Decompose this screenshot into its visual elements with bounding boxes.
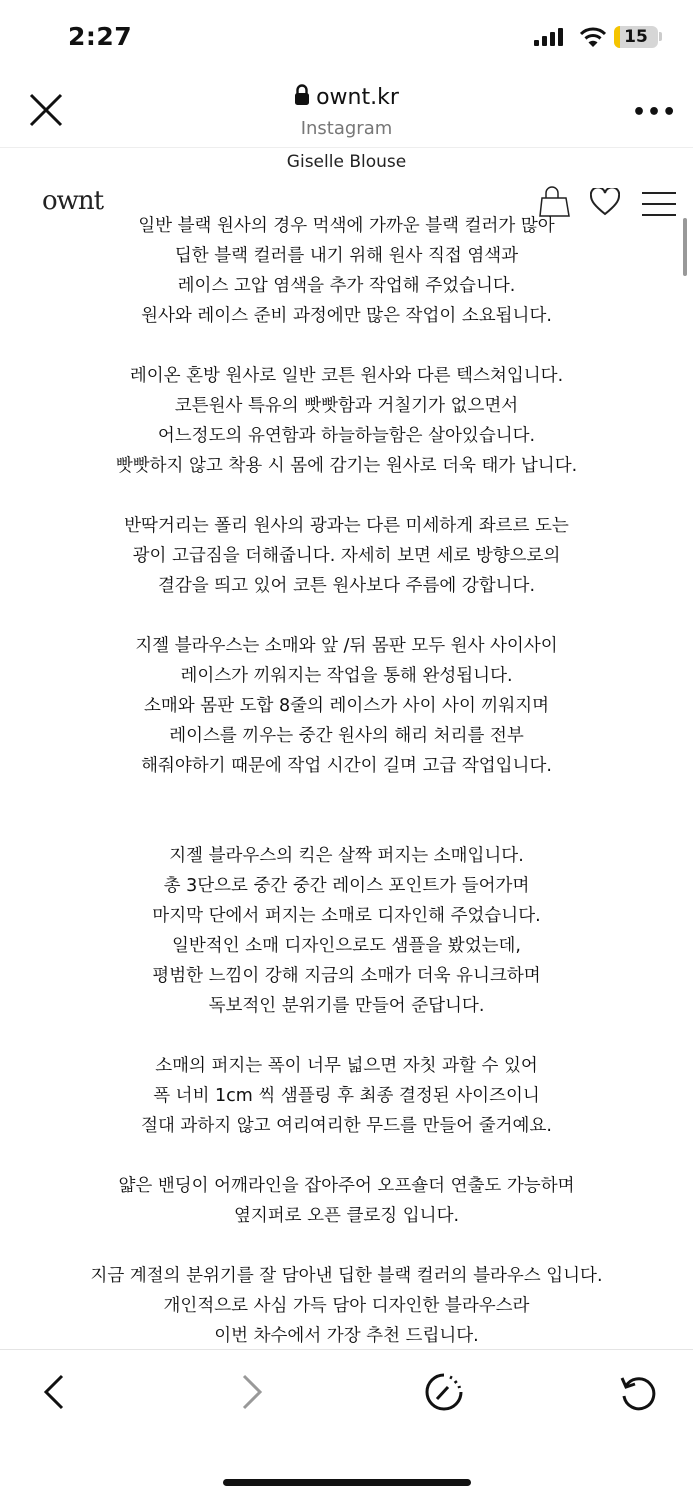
- battery-level: 15: [624, 27, 648, 47]
- text-line: 폭 너비 1cm 씩 샘플링 후 최종 결정된 사이즈이니: [153, 1086, 540, 1106]
- paragraph: [0, 1261, 693, 1349]
- text-line: 원사와 레이스 준비 과정에만 많은 작업이 소요됩니다.: [141, 306, 552, 326]
- text-line: 옆지퍼로 오픈 클로징 입니다.: [233, 1206, 460, 1226]
- text-line: 레이스를 끼우는 중간 원사의 해리 처리를 전부: [169, 726, 524, 746]
- text-line: 해줘야하기 때문에 작업 시간이 길며 고급 작업입니다.: [141, 756, 552, 776]
- text-line: 소매의 퍼지는 폭이 너무 넓으면 자칫 과할 수 있어: [155, 1056, 538, 1076]
- text-line: 독보적인 분위기를 만들어 준답니다.: [208, 996, 485, 1016]
- divider: [0, 147, 693, 148]
- text-line: 절대 과하지 않고 여리여리한 무드를 만들어 줄거예요.: [141, 1116, 552, 1136]
- text-line: 개인적으로 사심 가득 담아 디자인한 블라우스라: [163, 1296, 530, 1316]
- text-line: 일반 블랙 원사의 경우 먹색에 가까운 블랙 컬러가 많아: [138, 216, 555, 236]
- lock-icon: [294, 84, 310, 106]
- logo[interactable]: ownt: [42, 186, 104, 216]
- forward-icon[interactable]: [236, 1374, 266, 1410]
- text-line: 총 3단으로 중간 중간 레이스 포인트가 들어가며: [163, 876, 530, 896]
- url-domain: ownt.kr: [316, 85, 399, 110]
- text-line: 코튼원사 특유의 빳빳함과 거칠기가 없으면서: [174, 396, 519, 416]
- back-icon[interactable]: [40, 1374, 70, 1410]
- text-line: 이번 차수에서 가장 추천 드립니다.: [214, 1326, 479, 1346]
- paragraph: [0, 511, 693, 601]
- product-description: [0, 211, 693, 1349]
- text-line: 일반적인 소매 디자인으로도 샘플을 봤었는데,: [171, 936, 521, 956]
- text-line: 얇은 밴딩이 어깨라인을 잡아주어 오프숄더 연출도 가능하며: [118, 1176, 575, 1196]
- text-line: 광이 고급짐을 더해줍니다. 자세히 보면 세로 방향으로의: [132, 546, 561, 566]
- text-line: 딥한 블랙 컬러를 내기 위해 원사 직접 염색과: [174, 246, 519, 266]
- text-line: 결감을 띄고 있어 코튼 원사보다 주름에 강합니다.: [157, 576, 536, 596]
- battery-icon: [614, 26, 658, 48]
- text-line: 마지막 단에서 퍼지는 소매로 디자인해 주었습니다.: [152, 906, 541, 926]
- status-time: 2:27: [68, 22, 133, 51]
- menu-icon[interactable]: [642, 192, 676, 225]
- text-line: 레이온 혼방 원사로 일반 코튼 원사와 다른 텍스쳐입니다.: [129, 366, 564, 386]
- paragraph: [0, 841, 693, 1021]
- text-line: 레이스 고압 염색을 추가 작업해 주었습니다.: [177, 276, 516, 296]
- text-line: 반딱거리는 폴리 원사의 광과는 다른 미세하게 좌르르 도는: [124, 516, 569, 536]
- more-icon[interactable]: •••: [632, 100, 678, 125]
- paragraph: [0, 1171, 693, 1231]
- paragraph: [0, 361, 693, 481]
- paragraph: [0, 631, 693, 781]
- heart-icon[interactable]: [590, 188, 620, 216]
- text-line: 지금 계절의 분위기를 잘 담아낸 딥한 블랙 컬러의 블라우스 입니다.: [90, 1266, 603, 1286]
- text-line: 지젤 블라우스의 킥은 살짝 퍼지는 소매입니다.: [169, 846, 524, 866]
- text-line: 어느정도의 유연함과 하늘하늘함은 살아있습니다.: [157, 426, 536, 446]
- url-source: Instagram: [300, 118, 393, 139]
- battery-cap: [659, 32, 662, 41]
- url-bar[interactable]: [0, 84, 693, 110]
- shopping-bag-icon[interactable]: [538, 184, 572, 218]
- reload-icon[interactable]: [618, 1372, 658, 1412]
- wifi-icon: [580, 26, 606, 48]
- scrollbar[interactable]: [683, 218, 687, 276]
- text-line: 평범한 느낌이 강해 지금의 소매가 더욱 유니크하며: [152, 966, 541, 986]
- text-line: 지젤 블라우스는 소매와 앞 /뒤 몸판 모두 원사 사이사이: [135, 636, 558, 656]
- cellular-signal-icon: [534, 28, 563, 46]
- text-line: 소매와 몸판 도합 8줄의 레이스가 사이 사이 끼워지며: [143, 696, 550, 716]
- share-icon[interactable]: [424, 1372, 464, 1412]
- page-title: Giselle Blouse: [286, 152, 407, 172]
- text-line: 레이스가 끼워지는 작업을 통해 완성됩니다.: [180, 666, 513, 686]
- paragraph: [0, 211, 693, 331]
- text-line: 빳빳하지 않고 착용 시 몸에 감기는 원사로 더욱 태가 납니다.: [115, 456, 578, 476]
- paragraph: [0, 1051, 693, 1141]
- home-indicator[interactable]: [223, 1479, 471, 1486]
